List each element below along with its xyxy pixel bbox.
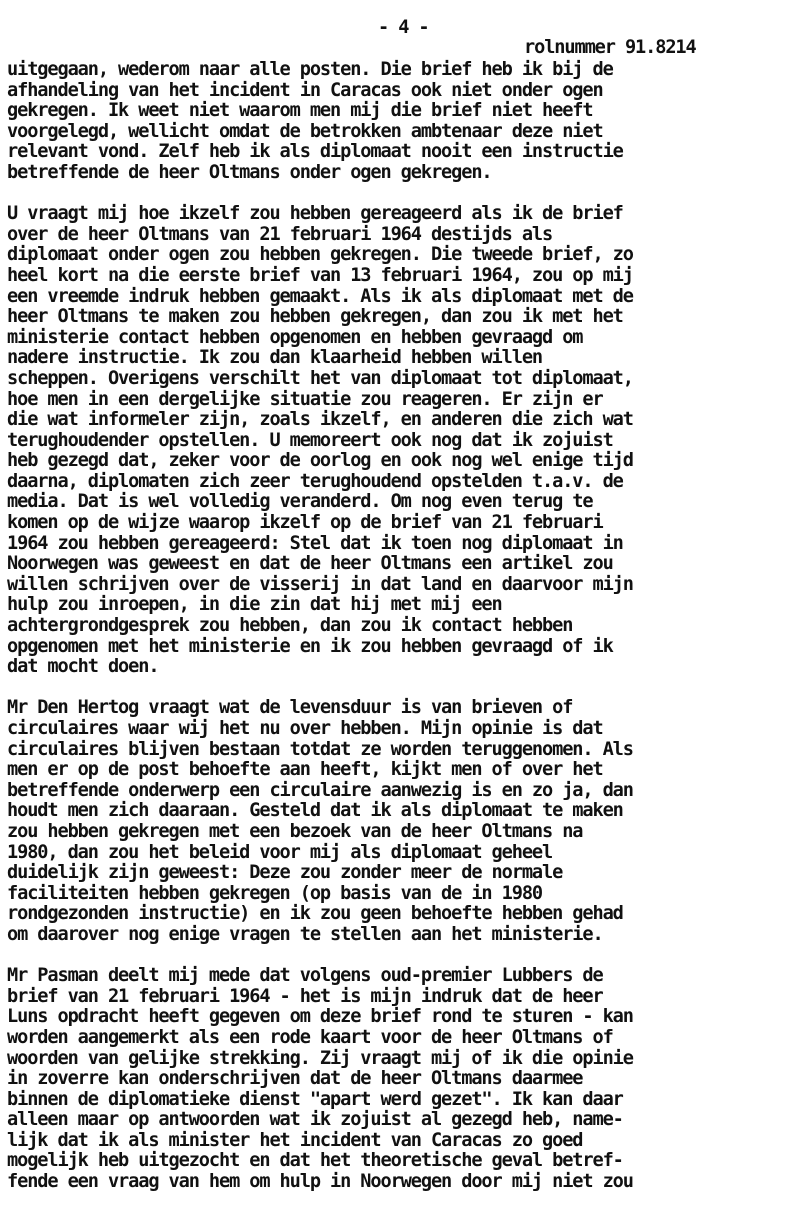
text-line: betreffende onderwerp een circulaire aanwezig is en zo ja, dan — [7, 779, 633, 801]
text-line: worden aangemerkt als een rode kaart voor de heer Oltmans of — [7, 1026, 613, 1048]
text-line: binnen de diplomatieke dienst "apart werd gezet". Ik kan daar — [7, 1088, 623, 1110]
text-line: over de heer Oltmans van 21 februari 1964 destijds als — [7, 223, 553, 245]
text-line: daarna, diplomaten zich zeer terughoudend opstelden t.a.v. de — [7, 470, 623, 492]
text-line: Noorwegen was geweest en dat de heer Oltmans een artikel zou — [7, 553, 613, 575]
text-line: heel kort na die eerste brief van 13 februari 1964, zou op mij — [7, 264, 633, 286]
text-line: heb gezegd dat, zeker voor de oorlog en ook nog wel enige tijd — [7, 450, 633, 472]
text-line: circulaires blijven bestaan totdat ze worden teruggenomen. Als — [7, 738, 633, 760]
text-line: fende een vraag van hem om hulp in Noorwegen door mij niet zou — [7, 1171, 633, 1193]
text-line: een vreemde indruk hebben gemaakt. Als ik als diplomaat met de — [7, 285, 633, 307]
text-line: 1980, dan zou het beleid voor mij als diplomaat geheel — [7, 841, 553, 863]
text-line: woorden van gelijke strekking. Zij vraagt mij of ik die opinie — [7, 1047, 633, 1069]
text-line: ministerie contact hebben opgenomen en hebben gevraagd om — [7, 326, 583, 348]
text-line: afhandeling van het incident in Caracas ook niet onder ogen — [7, 79, 603, 101]
text-line: Mr Den Hertog vraagt wat de levensduur is van brieven of — [7, 697, 573, 719]
text-line: faciliteiten hebben gekregen (op basis van de in 1980 — [7, 882, 543, 904]
text-line: duidelijk zijn geweest: Deze zou zonder meer de normale — [7, 862, 563, 884]
paragraph — [7, 966, 806, 1193]
text-line: gekregen. Ik weet niet waarom men mij die brief niet heeft — [7, 100, 593, 122]
text-line: terughoudender opstellen. U memoreert ook nog dat ik zojuist — [7, 429, 613, 451]
case-number: rolnummer 91.8214 — [524, 37, 696, 59]
text-line: betreffende de heer Oltmans onder ogen gekregen. — [7, 161, 492, 183]
text-line: om daarover nog enige vragen te stellen aan het ministerie. — [7, 923, 603, 945]
text-line: relevant vond. Zelf heb ik als diplomaat nooit een instructie — [7, 141, 623, 163]
text-line: voorgelegd, wellicht omdat de betrokken ambtenaar deze niet — [7, 120, 603, 142]
text-line: 1964 zou hebben gereageerd: Stel dat ik toen nog diplomaat in — [7, 532, 623, 554]
text-line: U vraagt mij hoe ikzelf zou hebben gereageerd als ik de brief — [7, 203, 623, 225]
text-line: hulp zou inroepen, in die zin dat hij met mij een — [7, 594, 502, 616]
text-line: rondgezonden instructie) en ik zou geen behoefte hebben gehad — [7, 903, 623, 925]
text-line: men er op de post behoefte aan heeft, kijkt men of over het — [7, 759, 603, 781]
document-body — [7, 60, 806, 1213]
text-line: brief van 21 februari 1964 - het is mijn indruk dat de heer — [7, 985, 603, 1007]
text-line: alleen maar op antwoorden wat ik zojuist al gezegd heb, name- — [7, 1109, 623, 1131]
page-header — [0, 0, 806, 59]
text-line: lijk dat ik als minister het incident van Caracas zo goed — [7, 1129, 583, 1151]
text-line: diplomaat onder ogen zou hebben gekregen. Die tweede brief, zo — [7, 244, 633, 266]
text-line: circulaires waar wij het nu over hebben. Mijn opinie is dat — [7, 718, 603, 739]
text-line: achtergrondgesprek zou hebben, dan zou ik contact hebben — [7, 615, 573, 637]
paragraph — [7, 204, 806, 678]
text-line: zou hebben gekregen met een bezoek van de heer Oltmans na — [7, 820, 583, 842]
text-line: die wat informeler zijn, zoals ikzelf, en anderen die zich wat — [7, 409, 633, 431]
text-line: mogelijk heb uitgezocht en dat het theoretische geval betref- — [7, 1150, 623, 1172]
text-line: houdt men zich daaraan. Gesteld dat ik als diplomaat te maken — [7, 800, 623, 822]
text-line: heer Oltmans te maken zou hebben gekregen, dan zou ik met het — [7, 306, 623, 328]
text-line: nadere instructie. Ik zou dan klaarheid hebben willen — [7, 347, 543, 369]
text-line: uitgegaan, wederom naar alle posten. Die brief heb ik bij de — [7, 59, 613, 80]
text-line: Mr Pasman deelt mij mede dat volgens oud-premier Lubbers de — [7, 965, 603, 987]
text-line: opgenomen met het ministerie en ik zou hebben gevraagd of ik — [7, 635, 613, 657]
page-number: - 4 - — [378, 16, 429, 38]
text-line: dat mocht doen. — [7, 656, 159, 678]
text-line: scheppen. Overigens verschilt het van diplomaat tot diplomaat, — [7, 367, 633, 389]
text-line: hoe men in een dergelijke situatie zou reageren. Er zijn er — [7, 388, 603, 410]
text-line: Luns opdracht heeft gegeven om deze brief rond te sturen - kan — [7, 1006, 633, 1028]
paragraph — [7, 698, 806, 945]
paragraph — [7, 60, 806, 184]
text-line: komen op de wijze waarop ikzelf op de brief van 21 februari — [7, 512, 603, 534]
text-line: willen schrijven over de visserij in dat land en daarvoor mijn — [7, 573, 633, 595]
text-line: in zoverre kan onderschrijven dat de heer Oltmans daarmee — [7, 1068, 583, 1090]
text-line: media. Dat is wel volledig veranderd. Om nog even terug te — [7, 491, 593, 513]
